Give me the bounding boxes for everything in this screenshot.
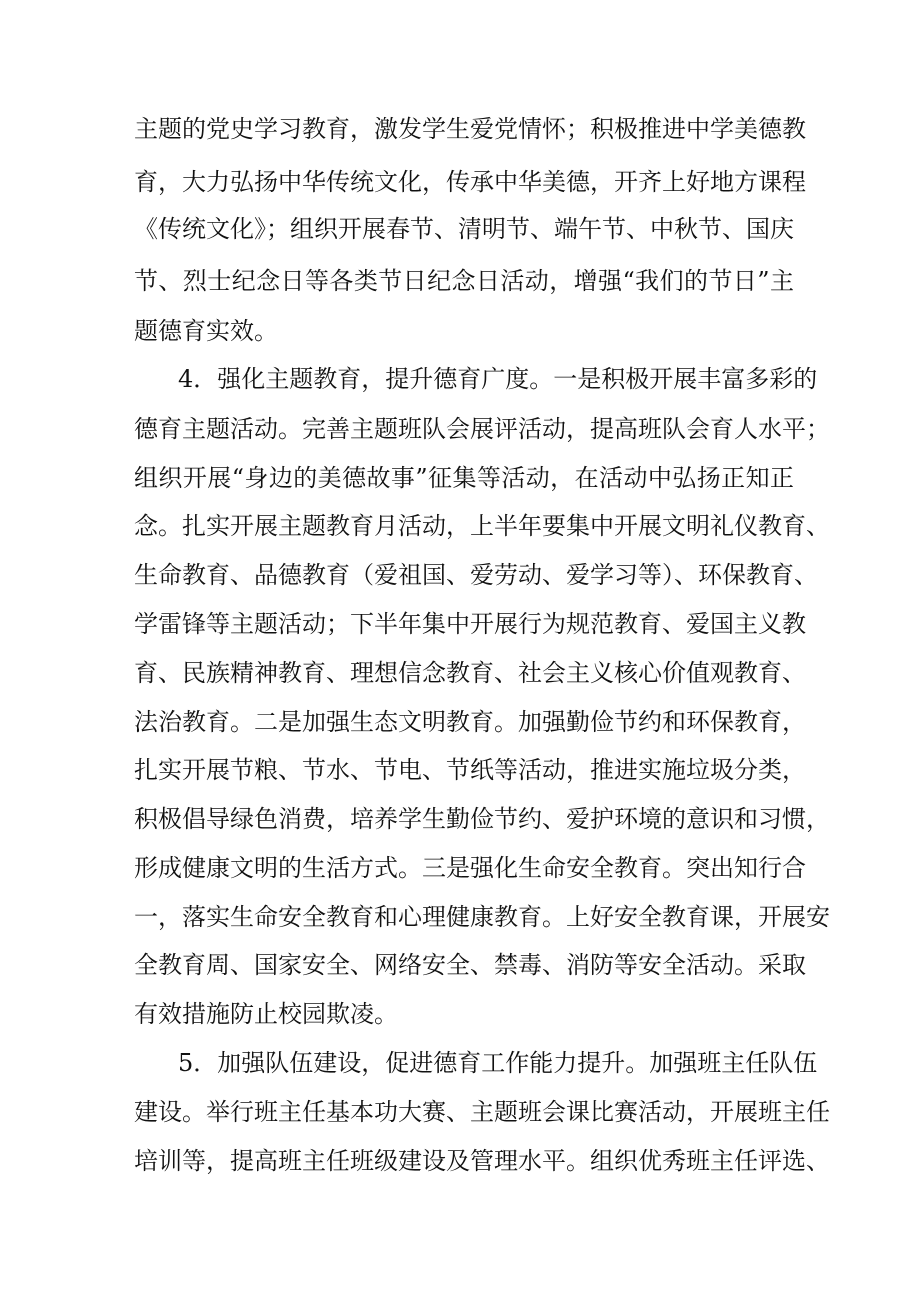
text-line-20: 5．加强队伍建设，促进德育工作能力提升。加强班主任队伍 xyxy=(178,1049,818,1077)
text-line-8: 组织开展“身边的美德故事”征集等活动，在活动中弘扬正知正 xyxy=(134,464,794,492)
text-line-21: 建设。举行班主任基本功大赛、主题班会课比赛活动，开展班主任 xyxy=(134,1098,830,1126)
text-line-13: 法治教育。二是加强生态文明教育。加强勤俭节约和环保教育， xyxy=(134,708,806,736)
text-line-14: 扎实开展节粮、节水、节电、节纸等活动，推进实施垃圾分类， xyxy=(134,756,806,784)
text-line-2: 育，大力弘扬中华传统文化，传承中华美德，开齐上好地方课程 xyxy=(134,168,806,196)
text-line-10: 生命教育、品德教育（爱祖国、爱劳动、爱学习等）、环保教育、 xyxy=(134,561,818,589)
text-line-4: 节、烈士纪念日等各类节日纪念日活动，增强“我们的节日”主 xyxy=(134,267,794,295)
text-line-5: 题德育实效。 xyxy=(134,317,278,345)
text-line-18: 全教育周、国家安全、网络安全、禁毒、消防等安全活动。采取 xyxy=(134,951,806,979)
text-line-17: 一，落实生命安全教育和心理健康教育。上好安全教育课，开展安 xyxy=(134,903,830,931)
text-line-7: 德育主题活动。完善主题班队会展评活动，提高班队会育人水平； xyxy=(134,415,830,443)
text-line-6: 4．强化主题教育，提升德育广度。一是积极开展丰富多彩的 xyxy=(178,365,818,393)
text-line-16: 形成健康文明的生活方式。三是强化生命安全教育。突出知行合 xyxy=(134,854,806,882)
text-line-9: 念。扎实开展主题教育月活动，上半年要集中开展文明礼仪教育、 xyxy=(134,512,830,540)
text-line-22: 培训等，提高班主任班级建设及管理水平。组织优秀班主任评选、 xyxy=(134,1147,830,1175)
text-line-1: 主题的党史学习教育，激发学生爱党情怀；积极推进中学美德教 xyxy=(134,115,806,143)
text-line-3: 《传统文化》；组织开展春节、清明节、端午节、中秋节、国庆 xyxy=(134,215,794,243)
text-line-15: 积极倡导绿色消费，培养学生勤俭节约、爱护环境的意识和习惯， xyxy=(134,805,830,833)
text-line-19: 有效措施防止校园欺凌。 xyxy=(134,1000,398,1028)
text-line-11: 学雷锋等主题活动；下半年集中开展行为规范教育、爱国主义教 xyxy=(134,610,806,638)
text-line-12: 育、民族精神教育、理想信念教育、社会主义核心价值观教育、 xyxy=(134,659,806,687)
